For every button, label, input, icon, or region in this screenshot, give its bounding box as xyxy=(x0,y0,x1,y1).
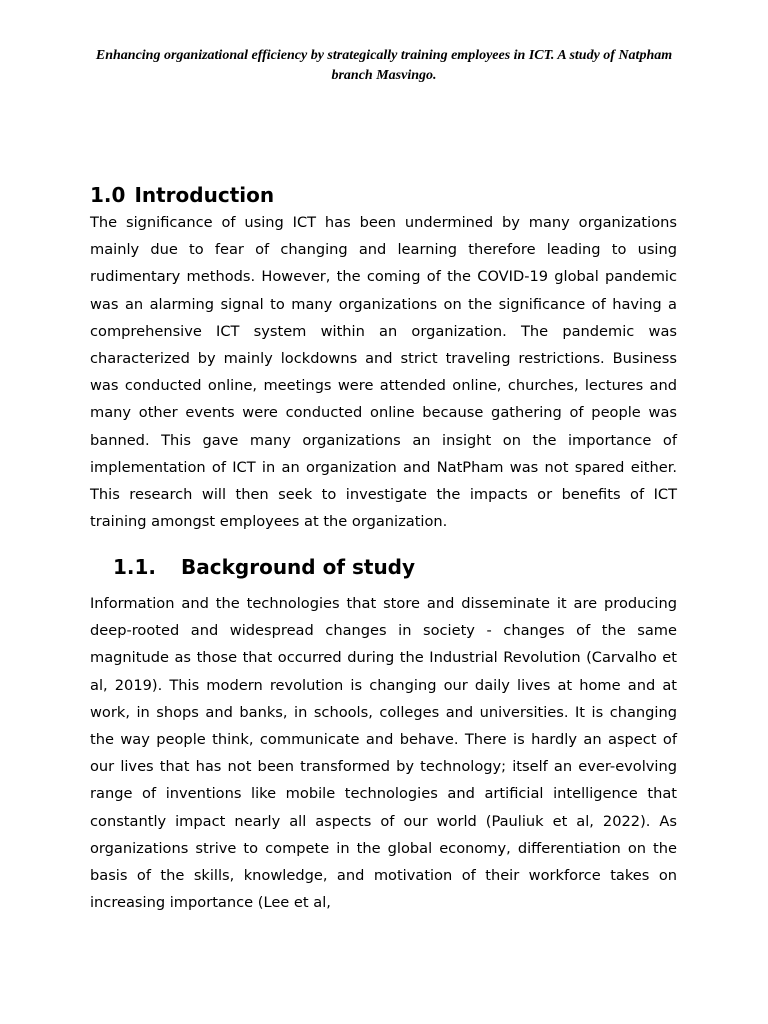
introduction-paragraph: The significance of using ICT has been undermined by many organizations mainly due to fear of changing and learning therefore leading to using rudimentary methods. However, the coming of the COVID-19 global pandemic was an alarming signal to many organizations on the significance of having a comprehensive ICT system within an organization. The pandemic was characterized by mainly lockdowns and strict traveling restrictions. Business was conducted online, meetings were attended online, churches, lectures and many other events were conducted online because gathering of people was banned. This gave many organizations an insight on the importance of implementation of ICT in an organization and NatPham was not spared either. This research will then seek to investigate the impacts or benefits of ICT training amongst employees at the organization. xyxy=(90,214,677,531)
section-title: Background of study xyxy=(181,555,416,579)
section-number: 1.0 xyxy=(90,183,126,207)
section-heading-background xyxy=(113,553,415,581)
running-header: Enhancing organizational efficiency by strategically training employees in ICT. A study of Natpham branch Masvingo. xyxy=(95,48,673,83)
background-paragraph: Information and the technologies that store and disseminate it are producing deep-rooted and widespread changes in society - changes of the same magnitude as those that occurred during the Industrial Revolution (Carvalho et al, 2019). This modern revolution is changing our daily lives at home and at work, in shops and banks, in schools, colleges and universities. It is changing the way people think, communicate and behave. There is hardly an aspect of our lives that has not been transformed by technology; itself an ever-evolving range of inventions like mobile technologies and artificial intelligence that constantly impact nearly all aspects of our world (Pauliuk et al, 2022). As organizations strive to compete in the global economy, differentiation on the basis of the skills, knowledge, and motivation of their workforce takes on increasing importance (Lee et al, xyxy=(90,595,677,912)
section-number: 1.1. xyxy=(113,555,157,579)
section-heading-introduction xyxy=(90,181,274,209)
section-title: Introduction xyxy=(134,183,275,207)
